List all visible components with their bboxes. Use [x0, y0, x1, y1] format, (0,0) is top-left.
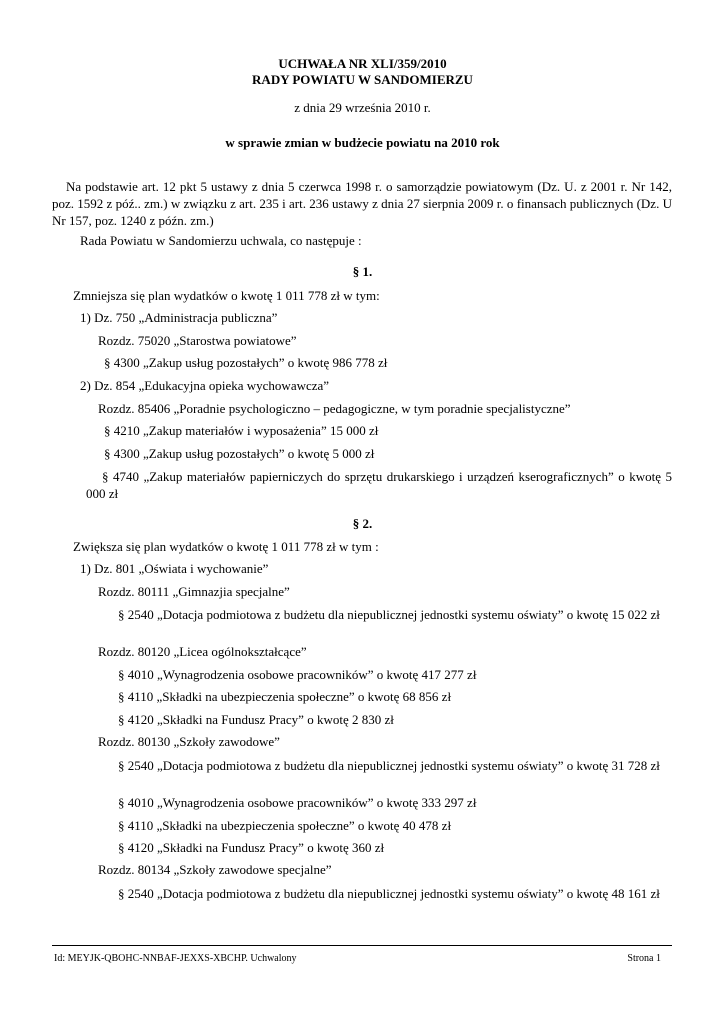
- section-1-item: § 4210 „Zakup materiałów i wyposażenia” 15 000 zł: [104, 423, 379, 438]
- footer-divider: [52, 945, 672, 946]
- section-1-item: § 4740 „Zakup materiałów papierniczych do sprzętu drukarskiego i urządzeń kserograficznych” o kwotę 5 000 zł: [86, 469, 672, 501]
- section-1-item: Rozdz. 75020 „Starostwa powiatowe”: [98, 333, 297, 348]
- section-2-item: § 4010 „Wynagrodzenia osobowe pracowników” o kwotę 333 297 zł: [118, 795, 477, 810]
- section-1-item: 1) Dz. 750 „Administracja publiczna”: [80, 310, 278, 325]
- section-1-item: Rozdz. 85406 „Poradnie psychologiczno – pedagogiczne, w tym poradnie specjalistyczne”: [98, 401, 571, 416]
- section-2-item: § 2540 „Dotacja podmiotowa z budżetu dla niepublicznej jednostki systemu oświaty” o kwotę 48 161 zł: [118, 886, 660, 901]
- title-line-2: RADY POWIATU W SANDOMIERZU: [252, 72, 473, 87]
- section-2-item: § 2540 „Dotacja podmiotowa z budżetu dla niepublicznej jednostki systemu oświaty” o kwotę 31 728 zł: [118, 758, 660, 773]
- section-1-item: § 4300 „Zakup usług pozostałych” o kwotę 986 778 zł: [104, 355, 388, 370]
- section-1-heading: § 1.: [352, 264, 373, 279]
- section-2-item: § 2540 „Dotacja podmiotowa z budżetu dla niepublicznej jednostki systemu oświaty” o kwotę 15 022 zł: [118, 607, 660, 622]
- section-2-item: § 4110 „Składki na ubezpieczenia społeczne” o kwotę 40 478 zł: [118, 818, 452, 833]
- resolution-date: z dnia 29 września 2010 r.: [294, 100, 431, 115]
- section-2-item: § 4120 „Składki na Fundusz Pracy” o kwotę 2 830 zł: [118, 712, 394, 727]
- footer-page-number: Strona 1: [627, 953, 661, 964]
- legal-basis-paragraph: Na podstawie art. 12 pkt 5 ustawy z dnia 5 czerwca 1998 r. o samorządzie powiatowym (Dz. U. z 2001 r. Nr 142, poz. 1592 z póź.. zm.) w związku z art. 235 i art. 236 ustawy z dnia 27 sierpnia 2009 r. o finansach publicznych (Dz. U Nr 157, poz. 1240 z późn. zm.): [52, 179, 672, 228]
- section-2-item: Rozdz. 80111 „Gimnazjia specjalne”: [98, 584, 290, 599]
- resolution-intro: Rada Powiatu w Sandomierzu uchwala, co następuje :: [80, 233, 362, 248]
- section-2-item: § 4010 „Wynagrodzenia osobowe pracowników” o kwotę 417 277 zł: [118, 667, 477, 682]
- section-2-item: 1) Dz. 801 „Oświata i wychowanie”: [80, 561, 269, 576]
- section-2-heading: § 2.: [352, 516, 373, 531]
- section-2-item: Rozdz. 80134 „Szkoły zawodowe specjalne”: [98, 862, 332, 877]
- title-line-1: UCHWAŁA NR XLI/359/2010: [278, 56, 447, 71]
- section-1-intro: Zmniejsza się plan wydatków o kwotę 1 011 778 zł w tym:: [73, 288, 380, 303]
- resolution-subject: w sprawie zmian w budżecie powiatu na 2010 rok: [225, 135, 500, 150]
- section-2-item: Rozdz. 80130 „Szkoły zawodowe”: [98, 734, 280, 749]
- section-2-item: § 4110 „Składki na ubezpieczenia społeczne” o kwotę 68 856 zł: [118, 689, 452, 704]
- footer-document-id: Id: MEYJK-QBOHC-NNBAF-JEXXS-XBCHP. Uchwalony: [54, 953, 297, 964]
- section-2-item: § 4120 „Składki na Fundusz Pracy” o kwotę 360 zł: [118, 840, 385, 855]
- section-1-item: § 4300 „Zakup usług pozostałych” o kwotę 5 000 zł: [104, 446, 375, 461]
- section-2-intro: Zwiększa się plan wydatków o kwotę 1 011 778 zł w tym :: [73, 539, 379, 554]
- section-2-item: Rozdz. 80120 „Licea ogólnokształcące”: [98, 644, 307, 659]
- section-1-item: 2) Dz. 854 „Edukacyjna opieka wychowawcza”: [80, 378, 330, 393]
